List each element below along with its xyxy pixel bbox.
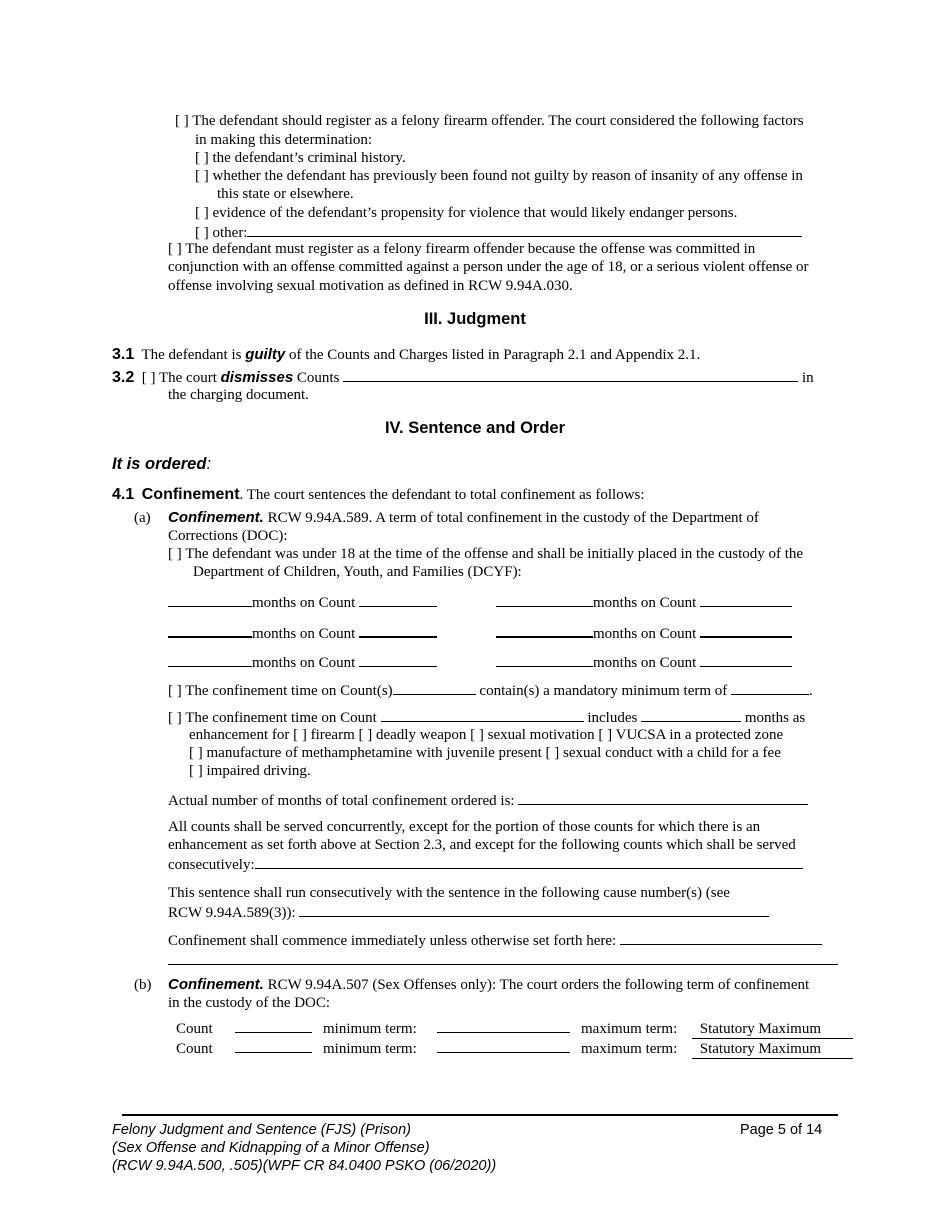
other-blank[interactable] (247, 222, 802, 237)
sex-offense-count-row: Count minimum term: maximum term: Statutory Maximum (176, 1038, 853, 1059)
count-blank[interactable] (700, 622, 792, 638)
subsection-a-label: (a) (134, 510, 151, 526)
paragraph-4-1-number: 4.1 (112, 486, 135, 503)
months-count-row-3-right: months on Count (496, 652, 792, 672)
months-count-row-3-left: months on Count (168, 652, 437, 672)
firearm-must-register-1: [ ] The defendant must register as a felony firearm offender because the offense was committed in (168, 241, 756, 257)
subsection-a-text-2: Corrections (DOC): (168, 528, 288, 544)
commence-blank[interactable] (620, 930, 822, 945)
months-count-row-2-right: months on Count (496, 622, 792, 643)
factor-other: [ ] other: (195, 222, 802, 242)
guilty-text: guilty (245, 346, 286, 363)
cause-number-blank[interactable] (299, 902, 769, 917)
maximum-term-value: Statutory Maximum (692, 1040, 853, 1059)
enhancement-line-4: [ ] impaired driving. (189, 763, 311, 779)
commence-line: Confinement shall commence immediately unless otherwise set forth here: (168, 930, 822, 950)
enhancement-months-blank[interactable] (641, 707, 741, 722)
factor-violence: [ ] evidence of the defendant’s propensity for violence that would likely endanger persons. (195, 205, 738, 221)
footer-form-id: (RCW 9.94A.500, .505)(WPF CR 84.0400 PSKO (06/2020)) (112, 1158, 497, 1174)
mandatory-term-blank[interactable] (731, 680, 809, 695)
concurrent-line-3: consecutively: (168, 854, 803, 874)
subsection-b-text: Confinement. RCW 9.94A.507 (Sex Offenses only): The court orders the following term of confinement (168, 976, 810, 993)
enhancement-line-2: enhancement for [ ] firearm [ ] deadly weapon [ ] sexual motivation [ ] VUCSA in a protected zone (189, 727, 784, 743)
minimum-term-blank[interactable] (437, 1038, 570, 1053)
mandatory-counts-blank[interactable] (393, 680, 476, 695)
factor-criminal-history: [ ] the defendant’s criminal history. (195, 150, 406, 166)
consecutive-line-1: This sentence shall run consecutively with the sentence in the following cause number(s) (see (168, 885, 730, 901)
count-blank[interactable] (359, 592, 437, 607)
juvenile-checkbox-line-2: Department of Children, Youth, and Families (DCYF): (193, 564, 522, 580)
page-number: Page 5 of 14 (740, 1122, 823, 1138)
it-is-ordered: It is ordered: (112, 455, 212, 473)
paragraph-3-2-cont: the charging document. (168, 387, 309, 403)
months-blank[interactable] (168, 592, 252, 607)
sentence-heading: IV. Sentence and Order (384, 419, 566, 437)
firearm-should-register-cont: in making this determination: (195, 132, 373, 148)
months-blank[interactable] (496, 622, 593, 638)
dismissed-counts-blank[interactable] (343, 367, 798, 382)
consecutive-line-2: RCW 9.94A.589(3)): (168, 902, 769, 922)
juvenile-checkbox-line-1: [ ] The defendant was under 18 at the time of the offense and shall be initially placed in the custody of the (168, 546, 804, 562)
judgment-heading: III. Judgment (424, 310, 526, 328)
months-count-row-1-left: months on Count (168, 592, 437, 612)
firearm-must-register-2: conjunction with an offense committed against a person under the age of 18, or a serious violent offense or (168, 259, 809, 275)
count-blank[interactable] (700, 652, 792, 667)
months-count-row-2-left: months on Count (168, 622, 437, 643)
count-blank[interactable] (700, 592, 792, 607)
paragraph-3-1: 3.1 The defendant is guilty of the Counts and Charges listed in Paragraph 2.1 and Appendix 2.1. (112, 346, 701, 363)
months-count-row-1-right: months on Count (496, 592, 792, 612)
factor-insanity-cont: this state or elsewhere. (217, 186, 354, 202)
count-blank[interactable] (359, 622, 437, 638)
months-blank[interactable] (168, 622, 252, 638)
count-number-blank[interactable] (235, 1038, 312, 1053)
enhancement-line-3: [ ] manufacture of methamphetamine with juvenile present [ ] sexual conduct with a child for a fee (189, 745, 781, 761)
firearm-should-register: [ ] The defendant should register as a felony firearm offender. The court considered the following factors (175, 113, 804, 129)
count-blank[interactable] (359, 652, 437, 667)
subsection-b-label: (b) (134, 977, 152, 993)
firearm-must-register-3: offense involving sexual motivation as defined in RCW 9.94A.030. (168, 278, 573, 294)
paragraph-3-2-number: 3.2 (112, 369, 135, 386)
maximum-term-value: Statutory Maximum (692, 1020, 853, 1039)
paragraph-3-1-number: 3.1 (112, 346, 135, 363)
footer-title: Felony Judgment and Sentence (FJS) (Prison) (112, 1122, 411, 1138)
factor-insanity: [ ] whether the defendant has previously been found not guilty by reason of insanity of any offense in (195, 168, 803, 184)
dismisses-text: dismisses (220, 369, 294, 386)
paragraph-4-1: 4.1 Confinement. The court sentences the defendant to total confinement as follows: (112, 486, 645, 503)
paragraph-3-2: 3.2 [ ] The court dismisses Counts in (112, 369, 814, 386)
months-blank[interactable] (168, 652, 252, 667)
footer-rule (122, 1114, 838, 1116)
actual-months-blank[interactable] (518, 790, 808, 805)
enhancement-line-1: [ ] The confinement time on Count includes months as (168, 707, 805, 727)
minimum-term-blank[interactable] (437, 1018, 570, 1033)
mandatory-minimum-line: [ ] The confinement time on Count(s) contain(s) a mandatory minimum term of . (168, 680, 813, 700)
sex-offense-count-row: Count minimum term: maximum term: Statutory Maximum (176, 1018, 853, 1039)
months-blank[interactable] (496, 592, 593, 607)
consecutive-counts-blank[interactable] (255, 854, 803, 869)
count-number-blank[interactable] (235, 1018, 312, 1033)
subsection-a-text: Confinement. RCW 9.94A.589. A term of total confinement in the custody of the Department of (168, 509, 759, 526)
concurrent-line-1: All counts shall be served concurrently, except for the portion of those counts for which there is an (168, 819, 761, 835)
commence-continuation-line[interactable] (168, 964, 838, 965)
months-blank[interactable] (496, 652, 593, 667)
enhancement-count-blank[interactable] (381, 707, 584, 722)
subsection-b-text-2: in the custody of the DOC: (168, 995, 331, 1011)
footer-subtitle: (Sex Offense and Kidnapping of a Minor Offense) (112, 1140, 430, 1156)
actual-months-line: Actual number of months of total confinement ordered is: (168, 790, 808, 810)
confinement-title: Confinement (141, 486, 240, 503)
concurrent-line-2: enhancement as set forth above at Section 2.3, and except for the following counts which shall be served (168, 837, 796, 853)
